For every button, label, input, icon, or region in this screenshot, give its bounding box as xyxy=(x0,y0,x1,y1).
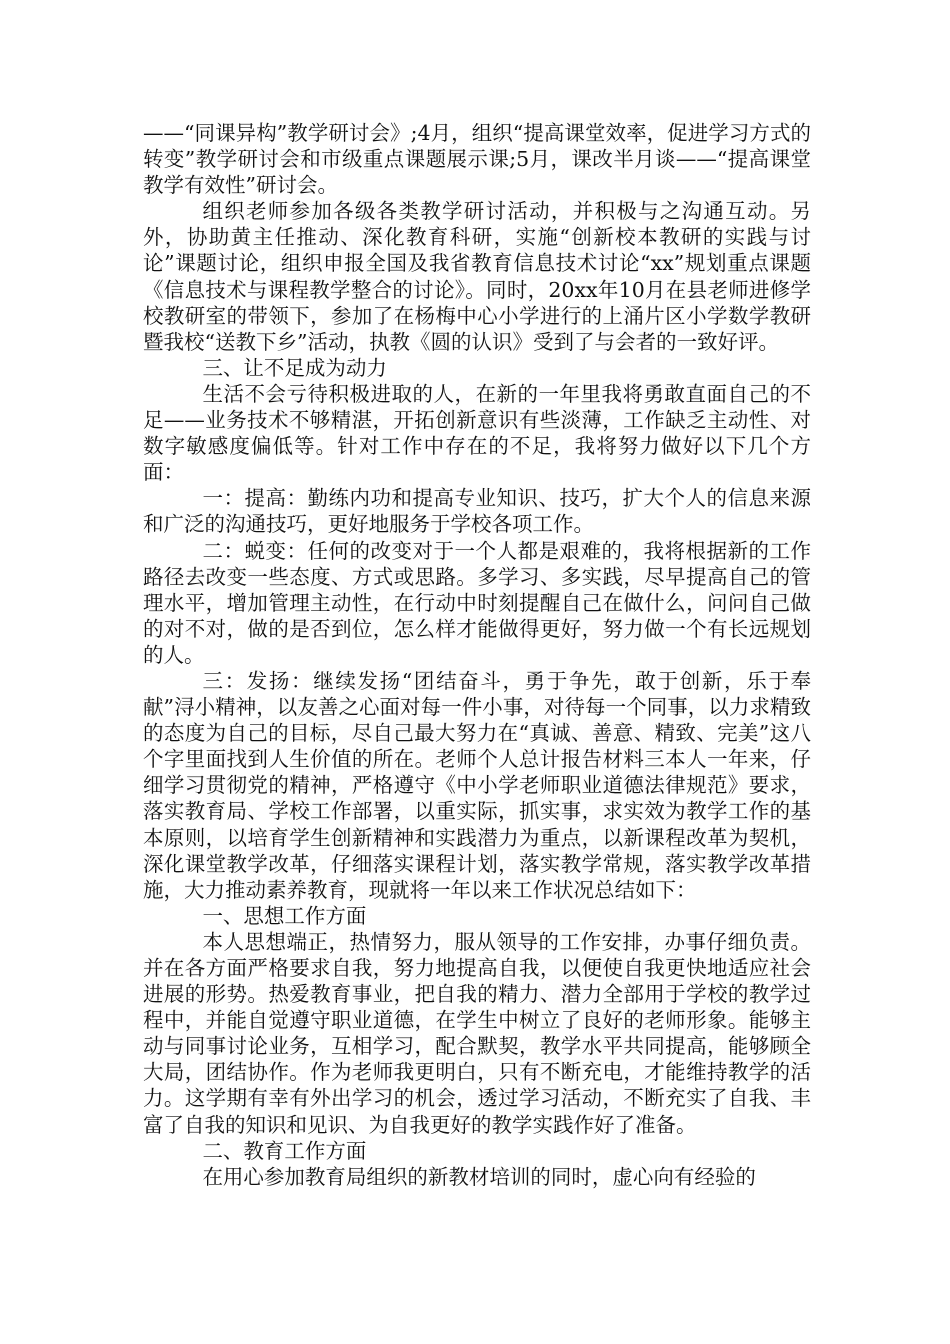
paragraph-6: 二：蜕变：任何的改变对于一个人都是艰难的，我将根据新的工作路径去改变一些态度、方式或思路。多学习、多实践，尽早提高自己的管理水平，增加管理主动性，在行动中时刻提醒自己在做什么，问问自己做的对不对，做的是否到位，怎么样才能做得更好，努力做一个有长远规划的人。 xyxy=(143,538,811,667)
paragraph-9: 本人思想端正，热情努力，服从领导的工作安排，办事仔细负责。并在各方面严格要求自我，努力地提高自我，以便使自我更快地适应社会进展的形势。热爱教育事业，把自我的精力、潜力全部用于学校的教学过程中，并能自觉遵守职业道德，在学生中树立了良好的老师形象。能够主动与同事讨论业务，互相学习，配合默契，教学水平共同提高，能够顾全大局，团结协作。作为老师我更明白，只有不断充电，才能维持教学的活力。这学期有幸有外出学习的机会，透过学习活动，不断充实了自我、丰富了自我的知识和见识、为自我更好的教学实践作好了准备。 xyxy=(143,929,811,1137)
paragraph-4: 生活不会亏待积极进取的人，在新的一年里我将勇敢直面自己的不足——业务技术不够精湛，开拓创新意识有些淡薄，工作缺乏主动性、对数字敏感度偏低等。针对工作中存在的不足，我将努力做好以下几个方面： xyxy=(143,381,811,485)
paragraph-7: 三：发扬：继续发扬“团结奋斗，勇于争先，敢于创新，乐于奉献”浔小精神，以友善之心面对每一件小事，对待每一个同事，以力求精致的态度为自己的目标，尽自己最大努力在“真诚、善意、精致、完美”这八个字里面找到人生价值的所在。老师个人总计报告材料三本人一年来，仔细学习贯彻党的精神，严格遵守《中小学老师职业道德法律规范》要求，落实教育局、学校工作部署，以重实际，抓实事，求实效为教学工作的基本原则，以培育学生创新精神和实践潜力为重点，以新课程改革为契机，深化课堂教学改革，仔细落实课程计划，落实教学常规，落实教学改革措施，大力推动素养教育，现就将一年以来工作状况总结如下： xyxy=(143,668,811,902)
paragraph-1: ——“同课异构”教学研讨会》;4月，组织“提高课堂效率，促进学习方式的转变”教学研讨会和市级重点课题展示课;5月，课改半月谈——“提高课堂教学有效性”研讨会。 xyxy=(143,121,811,198)
section-heading-2: 二、教育工作方面 xyxy=(202,1138,367,1163)
document-body xyxy=(143,120,811,1190)
paragraph-2: 组织老师参加各级各类教学研讨活动，并积极与之沟通互动。另外，协助黄主任推动、深化教育科研，实施“创新校本教研的实践与讨论”课题讨论，组织申报全国及我省教育信息技术讨论“xx”规划重点课题《信息技术与课程教学整合的讨论》。同时，20xx年10月在县老师进修学校教研室的带领下，参加了在杨梅中心小学进行的上涌片区小学数学教研暨我校“送教下乡”活动，执教《圆的认识》受到了与会者的一致好评。 xyxy=(143,199,811,354)
paragraph-5: 一：提高：勤练内功和提高专业知识、技巧，扩大个人的信息来源和广泛的沟通技巧，更好地服务于学校各项工作。 xyxy=(143,486,811,537)
paragraph-11: 在用心参加教育局组织的新教材培训的同时，虚心向有经验的 xyxy=(202,1164,756,1189)
section-heading-3: 三、让不足成为动力 xyxy=(202,355,387,380)
section-heading-1: 一、思想工作方面 xyxy=(202,903,367,928)
